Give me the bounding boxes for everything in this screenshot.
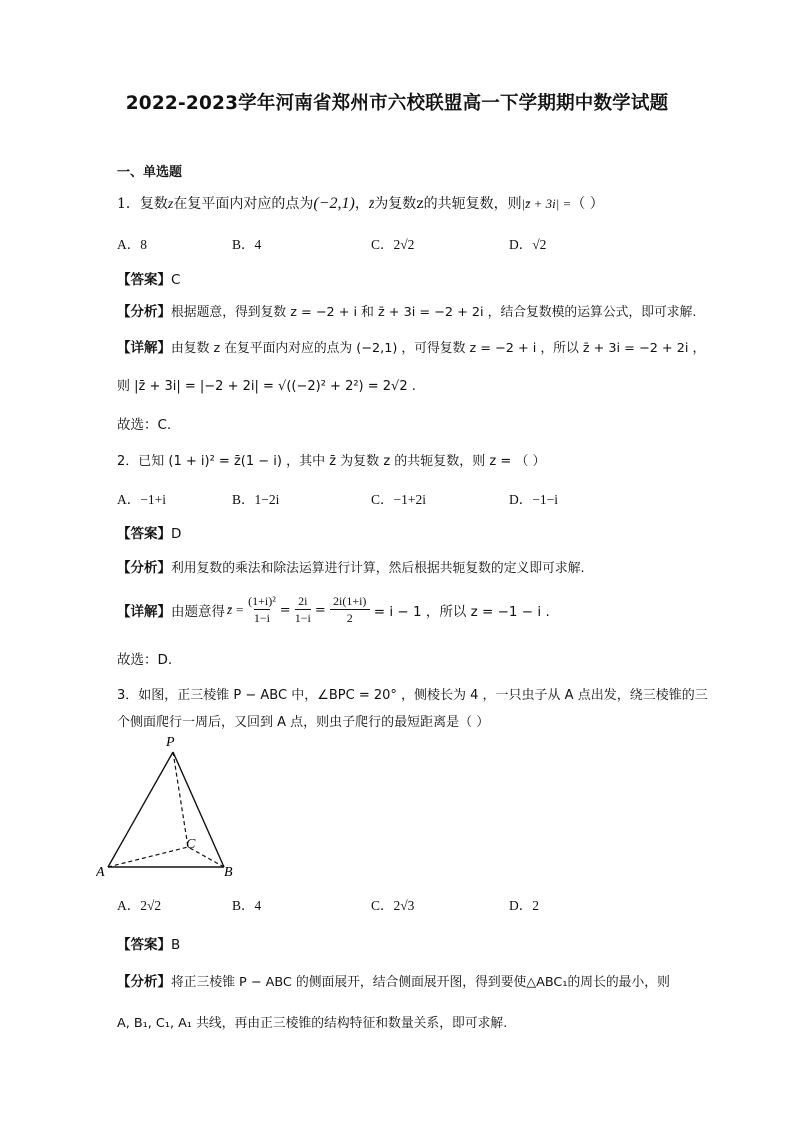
label-b: B	[224, 865, 233, 880]
q1-stem-text-d: 为复数z的共轭复数，则	[374, 196, 522, 212]
q1-option-c: C．2√2	[371, 237, 415, 252]
q1-stem-text-b: 在复平面内对应的点为	[173, 196, 314, 212]
q3-option-b: B．4	[232, 898, 262, 913]
q3-answer	[117, 933, 180, 953]
q1-stem-text-e: （ ）	[571, 196, 604, 212]
q2-analysis	[117, 556, 585, 576]
q1-stem-zbar: z̄	[368, 197, 375, 212]
q1-answer	[117, 268, 180, 288]
q1-choose: 故选：C.	[117, 417, 172, 433]
q2-fraction-3	[330, 594, 370, 626]
q2-detail-text-a: 由题意得	[171, 604, 225, 620]
q2-fraction-1-num: (1+i)²	[248, 594, 276, 608]
section-heading: 一、单选题	[117, 165, 183, 180]
q2-answer	[117, 522, 181, 542]
q3-analysis-tag: 【分析】	[117, 974, 171, 990]
q3-stem-line2: 个侧面爬行一周后，又回到 A 点，则虫子爬行的最短距离是（ ）	[117, 715, 490, 730]
q2-answer-tag: 【答案】	[117, 526, 171, 542]
q1-analysis	[117, 300, 696, 320]
edge-ac	[108, 847, 188, 867]
q2-detail-tag: 【详解】	[117, 604, 171, 620]
q1-analysis-text: 根据题意，得到复数 z = −2 + i 和 z̄ + 3i = −2 + 2i ，结合复数模的运算公式，即可求解.	[171, 305, 697, 320]
q1-option-d: D．√2	[509, 237, 547, 252]
q3-option-d: D．2	[509, 898, 539, 913]
q2-fraction-2-den: 1−i	[294, 611, 311, 625]
q1-analysis-tag: 【分析】	[117, 304, 171, 320]
q2-detail-text-b: = i − 1 ，所以 z = −1 − i .	[373, 604, 550, 620]
q1-option-b: B．4	[232, 237, 262, 252]
q3-analysis-text-1: 将正三棱锥 P − ABC 的侧面展开，结合侧面展开图，得到要使△ABC₁的周长的最小，则	[171, 975, 670, 990]
q1-stem-point: (−2,1)	[313, 195, 355, 212]
q2-fraction-3-num: 2i(1+i)	[333, 594, 367, 608]
q2-option-a: A．−1+i	[117, 492, 166, 507]
q3-analysis-line1	[117, 970, 670, 990]
edge-pb	[173, 752, 224, 867]
label-p: P	[166, 735, 175, 750]
q3-stem-line1: 3．如图，正三棱锥 P − ABC 中，∠BPC = 20° ，侧棱长为 4 ，一只虫子从 A 点出发，绕三棱锥的三	[117, 688, 708, 703]
q2-stem: 2．已知 (1 + i)² = z̄(1 − i) ，其中 z̄ 为复数 z 的共轭复数，则 z = （ ）	[117, 454, 546, 469]
q1-detail-text-1: 由复数 z 在复平面内对应的点为 (−2,1) ，可得复数 z = −2 + i ，所以 z̄ + 3i = −2 + 2i ，	[171, 341, 706, 356]
q1-stem-text-c: ，	[354, 196, 369, 212]
q1-stem-z: z	[167, 197, 174, 212]
q2-choose: 故选：D.	[117, 652, 173, 668]
q3-answer-value: B	[171, 937, 181, 953]
label-c: C	[186, 837, 196, 852]
q1-detail-line2: 则 |z̄ + 3i| = |−2 + 2i| = √((−2)² + 2²) = 2√2 .	[117, 379, 416, 394]
q2-option-d: D．−1−i	[509, 492, 558, 507]
q3-option-c: C．2√3	[371, 898, 415, 913]
q2-fraction-1-den: 1−i	[253, 611, 270, 625]
edge-pc	[173, 752, 188, 847]
q3-answer-tag: 【答案】	[117, 937, 171, 953]
q2-fraction-2-num: 2i	[298, 594, 308, 608]
q2-analysis-tag: 【分析】	[117, 560, 171, 576]
q2-detail-zbar: z̄ =	[227, 602, 245, 617]
q1-answer-value: C	[171, 272, 181, 288]
q2-option-c: C．−1+2i	[371, 492, 426, 507]
q2-analysis-text: 利用复数的乘法和除法运算进行计算，然后根据共轭复数的定义即可求解.	[171, 561, 585, 576]
q3-option-a: A．2√2	[117, 898, 162, 913]
label-a: A	[96, 865, 105, 880]
q2-detail: 【详解】 由题意得 z̄ = $\frac{\text{(1+i)²}}{1-i}$ = $\frac{2i}{1-i}$ = $\frac{2i(1+i)}{2}$ = i − 1 ，所以 z = −1 − i .	[117, 594, 550, 625]
q3-analysis-line2: A, B₁, C₁, A₁ 共线，再由正三棱锥的结构特征和数量关系，即可求解.	[117, 1016, 508, 1031]
q1-detail-line1	[117, 336, 705, 356]
q1-stem	[117, 193, 604, 213]
page-title: 2022-2023学年河南省郑州市六校联盟高一下学期期中数学试题	[125, 93, 669, 114]
q2-answer-value: D	[171, 526, 182, 542]
q2-fraction-2	[295, 594, 311, 626]
q1-option-a: A．8	[117, 237, 147, 252]
q1-detail-tag: 【详解】	[117, 340, 171, 356]
q1-answer-tag: 【答案】	[117, 272, 171, 288]
pyramid-figure	[96, 730, 246, 880]
q1-stem-expr: |z̄ + 3i| =	[521, 196, 572, 211]
q2-fraction-1	[248, 594, 276, 626]
q2-option-b: B．1−2i	[232, 492, 280, 507]
q2-fraction-3-den: 2	[330, 609, 370, 626]
edge-pa	[108, 752, 173, 867]
q1-stem-text-a: 1．复数	[117, 196, 168, 212]
